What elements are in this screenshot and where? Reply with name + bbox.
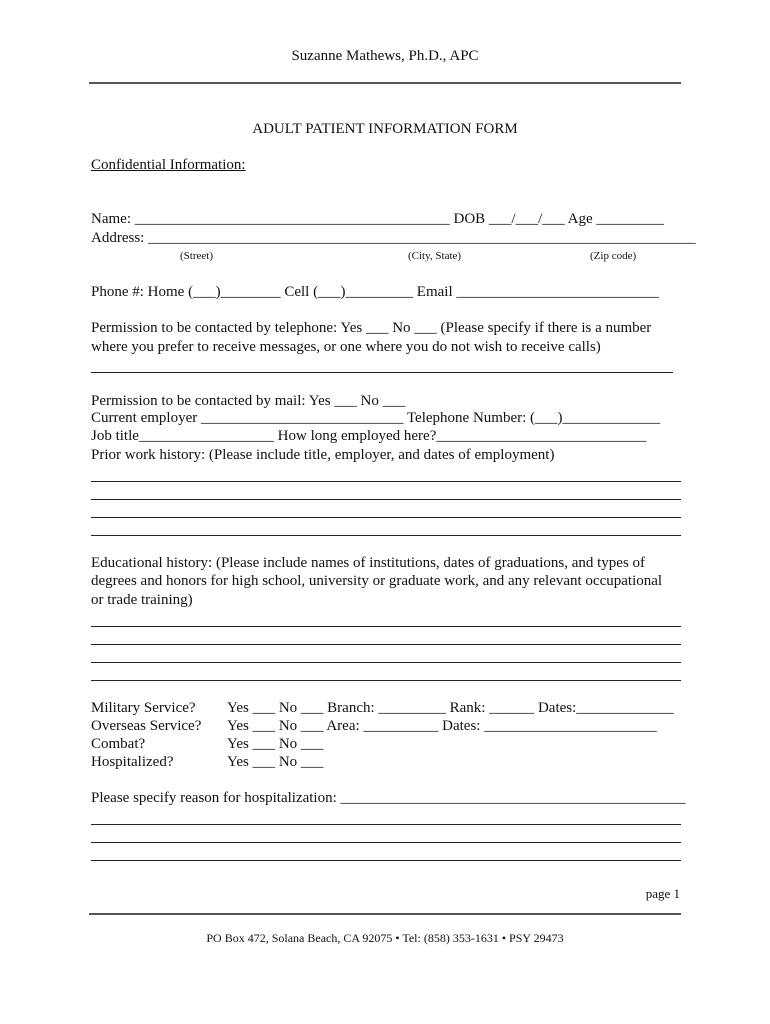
phone-row[interactable]: Phone #: Home (___)________ Cell (___)_________ Email ___________________________: [91, 284, 659, 300]
overseas-answer[interactable]: Yes ___ No ___ Area: __________ Dates: _______________________: [227, 718, 657, 734]
street-hint: (Street): [180, 250, 213, 262]
form-title: ADULT PATIENT INFORMATION FORM: [252, 121, 518, 137]
hospitalized-answer[interactable]: Yes ___ No ___: [227, 754, 324, 770]
address-row[interactable]: Address: _________________________________________________________________________: [91, 230, 696, 246]
military-answer[interactable]: Yes ___ No ___ Branch: _________ Rank: ______ Dates:_____________: [227, 700, 674, 716]
education-blank-2[interactable]: [91, 644, 681, 645]
combat-label: Combat?: [91, 736, 146, 752]
education-blank-3[interactable]: [91, 662, 681, 663]
overseas-label: Overseas Service?: [91, 718, 202, 734]
hospitalization-reason-row[interactable]: Please specify reason for hospitalization: ______________________________________________: [91, 790, 686, 806]
prior-work-blank-1[interactable]: [91, 481, 681, 482]
combat-answer[interactable]: Yes ___ No ___: [227, 736, 324, 752]
letterhead-name: Suzanne Mathews, Ph.D., APC: [291, 48, 479, 64]
hospitalized-label: Hospitalized?: [91, 754, 174, 770]
prior-work-blank-4[interactable]: [91, 535, 681, 536]
hospitalization-blank-2[interactable]: [91, 842, 681, 843]
footer-address: PO Box 472, Solana Beach, CA 92075 • Tel: (858) 353-1631 • PSY 29473: [206, 931, 564, 945]
header-rule: [89, 82, 681, 84]
tel-permission-line-2: where you prefer to receive messages, or one where you do not wish to receive calls): [91, 339, 601, 355]
hospitalization-blank-3[interactable]: [91, 860, 681, 861]
city-state-hint: (City, State): [408, 250, 462, 262]
prior-work-blank-3[interactable]: [91, 517, 681, 518]
mail-permission-row[interactable]: Permission to be contacted by mail: Yes ___ No ___: [91, 393, 406, 409]
tel-preference-blank[interactable]: [91, 372, 673, 373]
job-title-row[interactable]: Job title__________________ How long employed here?____________________________: [91, 428, 647, 444]
zip-hint: (Zip code): [590, 250, 637, 262]
prior-work-blank-2[interactable]: [91, 499, 681, 500]
education-label-1: Educational history: (Please include names of institutions, dates of graduations, and types of: [91, 555, 646, 571]
education-blank-1[interactable]: [91, 626, 681, 627]
education-blank-4[interactable]: [91, 680, 681, 681]
page-number: page 1: [645, 886, 680, 901]
education-label-3: or trade training): [91, 592, 193, 608]
military-label: Military Service?: [91, 700, 196, 716]
name-dob-age-row[interactable]: Name: __________________________________________ DOB ___/___/___ Age _________: [91, 211, 664, 227]
prior-work-label: Prior work history: (Please include title, employer, and dates of employment): [91, 447, 555, 463]
footer-rule: [89, 913, 681, 915]
tel-permission-line-1[interactable]: Permission to be contacted by telephone: Yes ___ No ___ (Please specify if there is a number: [91, 320, 652, 336]
section-label: Confidential Information:: [91, 157, 246, 173]
education-label-2: degrees and honors for high school, university or graduate work, and any relevant occupational: [91, 573, 663, 589]
employer-row[interactable]: Current employer ___________________________ Telephone Number: (___)_____________: [91, 410, 661, 426]
hospitalization-blank-1[interactable]: [91, 824, 681, 825]
